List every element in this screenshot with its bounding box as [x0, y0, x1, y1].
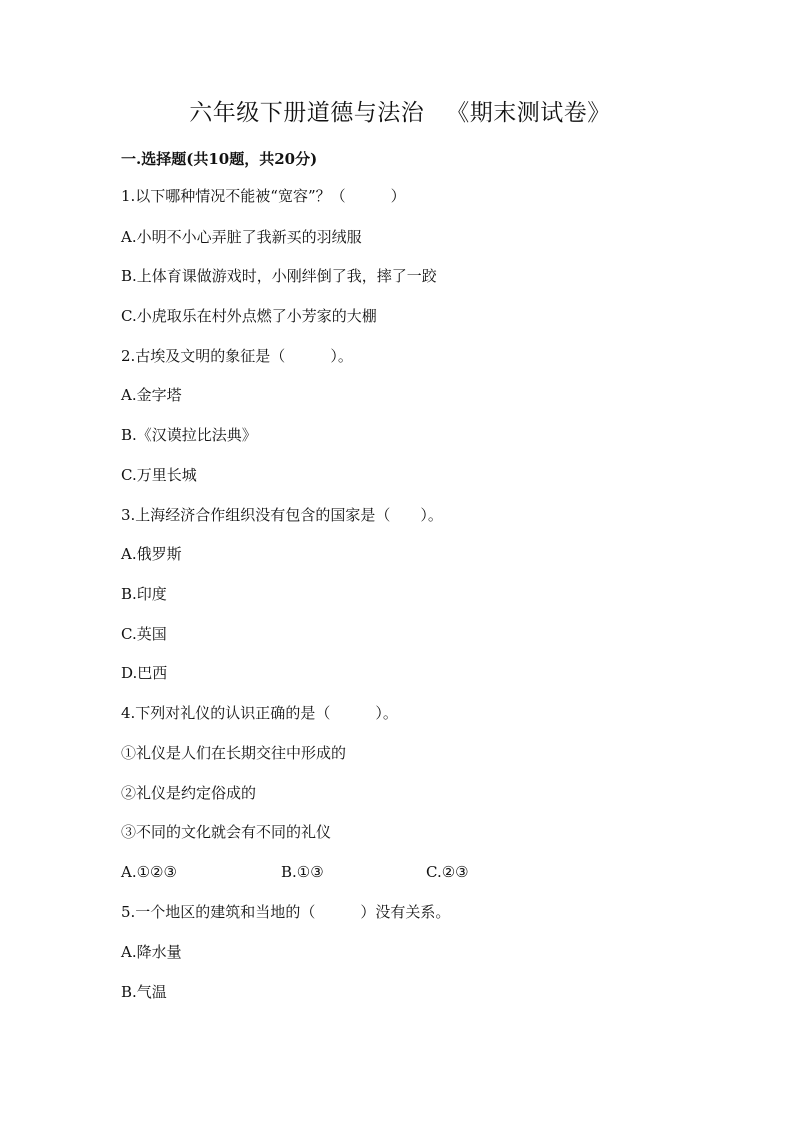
- question-5-option-b: B.气温: [121, 983, 167, 1001]
- question-4-stem: 4.下列对礼仪的认识正确的是（ ）。: [121, 704, 398, 722]
- question-3-option-b: B.印度: [121, 585, 167, 603]
- question-5-stem: 5.一个地区的建筑和当地的（ ）没有关系。: [121, 903, 451, 921]
- question-1-stem: 1.以下哪种情况不能被“宽容”？（ ）: [121, 187, 406, 205]
- question-4-option-c: C.②③: [426, 863, 469, 881]
- question-2-stem: 2.古埃及文明的象征是（ ）。: [121, 347, 353, 365]
- question-1-option-a: A.小明不小心弄脏了我新买的羽绒服: [121, 228, 362, 246]
- question-2-option-a: A.金字塔: [121, 386, 182, 404]
- question-2-option-b: B.《汉谟拉比法典》: [121, 426, 257, 444]
- question-4-statement-3: ③不同的文化就会有不同的礼仪: [121, 823, 332, 841]
- page-title: [0, 94, 800, 127]
- question-5-option-a: A.降水量: [121, 943, 182, 961]
- question-3-option-c: C.英国: [121, 625, 167, 643]
- question-3-stem: 3.上海经济合作组织没有包含的国家是（ ）。: [121, 506, 443, 524]
- question-3-option-d: D.巴西: [121, 664, 168, 682]
- question-3-option-a: A.俄罗斯: [121, 545, 182, 563]
- question-1-option-c: C.小虎取乐在村外点燃了小芳家的大棚: [121, 307, 377, 325]
- question-4-statement-1: ①礼仪是人们在长期交往中形成的: [121, 744, 347, 762]
- title-main: 六年级下册道德与法治: [189, 100, 425, 126]
- question-4-option-b: B.①③: [281, 863, 324, 881]
- section-heading: 一.选择题(共10题，共20分): [121, 150, 318, 168]
- question-1-option-b: B.上体育课做游戏时，小刚绊倒了我，摔了一跤: [121, 267, 437, 285]
- question-4-option-a: A.①②③: [121, 863, 177, 881]
- question-4-statement-2: ②礼仪是约定俗成的: [121, 784, 257, 802]
- question-2-option-c: C.万里长城: [121, 466, 197, 484]
- title-sub: 《期末测试卷》: [446, 100, 611, 126]
